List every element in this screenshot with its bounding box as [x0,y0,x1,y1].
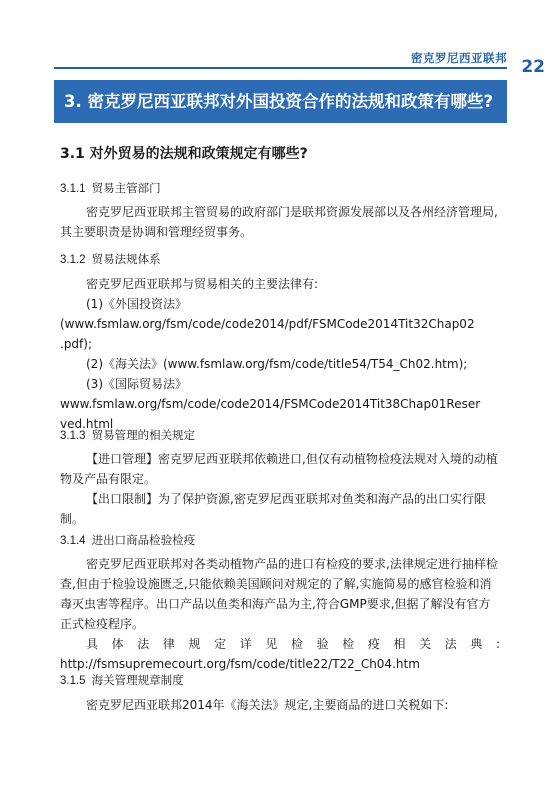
subsection-heading [60,180,161,196]
subsection-title: 进出口商品检验检疫 [91,533,196,547]
subsection-title: 贸易法规体系 [91,252,161,266]
import-rule: 【进口管理】密克罗尼西亚联邦依赖进口,但仅有动植物检疫法规对入境的动植物及产品有限定。 [60,452,498,486]
law-link: (www.fsmlaw.org/fsm/code/code2014/pdf/FSMCode2014Tit32Chap02 [60,317,475,331]
law-list [60,274,500,434]
law-link: ved.html [60,417,114,431]
paragraph [60,554,500,674]
law-intro: 密克罗尼西亚联邦与贸易相关的主要法律有: [86,277,319,291]
subsection-heading [60,251,161,267]
section-heading: 3.1 对外贸易的法规和政策规定有哪些? [60,146,308,162]
subsection-title: 贸易管理的相关规定 [91,428,196,442]
paragraph-text: 密克罗尼西亚联邦2014年《海关法》规定,主要商品的进口关税如下: [86,698,449,712]
subsection-number: 3.1.1 [60,183,86,195]
law-link: www.fsmlaw.org/fsm/code/code2014/FSMCode2014Tit38Chap01Reser [60,397,481,411]
law-item: (1)《外国投资法》 [86,297,187,311]
subsection-number: 3.1.3 [60,430,86,442]
page-number: 22 [521,57,545,77]
subsection-title: 海关管理规章制度 [91,673,184,687]
subsection-heading [60,427,195,443]
law-link: .pdf); [60,337,92,351]
paragraph-text: 具体法律规定详见检验检疫相关法典: [86,637,500,651]
export-rule: 【出口限制】为了保护资源,密克罗尼西亚联邦对鱼类和海产品的出口实行限制。 [60,492,486,526]
subsection-heading [60,532,195,548]
paragraph [60,695,500,715]
subsection-number: 3.1.5 [60,675,86,687]
chapter-title: 3. 密克罗尼西亚联邦对外国投资合作的法规和政策有哪些? [54,80,507,123]
code-link: http://fsmsupremecourt.org/fsm/code/title22/T22_Ch04.htm [60,657,420,671]
paragraph-text: 密克罗尼西亚联邦对各类动植物产品的进口有检疫的要求,法律规定进行抽样检查,但由于检验设施匮乏,只能依赖美国顾问对规定的了解,实施简易的感官检验和消毒灭虫害等程序。出口产品以鱼类和海产品为主,符合GMP要求,但据了解没有官方正式检疫程序。 [60,557,498,631]
header-rule [54,67,507,69]
subsection-heading [60,672,184,688]
subsection-number: 3.1.2 [60,254,86,266]
running-head: 密克罗尼西亚联邦 [411,51,507,65]
law-item: (2)《海关法》(www.fsmlaw.org/fsm/code/title54/T54_Ch02.htm); [86,357,468,371]
subsection-title: 贸易主管部门 [91,181,161,195]
paragraph [60,449,500,529]
subsection-number: 3.1.4 [60,535,86,547]
paragraph [60,202,500,242]
law-item: (3)《国际贸易法》 [86,377,187,391]
paragraph-text: 密克罗尼西亚联邦主管贸易的政府部门是联邦资源发展部以及各州经济管理局,其主要职责是协调和管理经贸事务。 [60,205,498,239]
